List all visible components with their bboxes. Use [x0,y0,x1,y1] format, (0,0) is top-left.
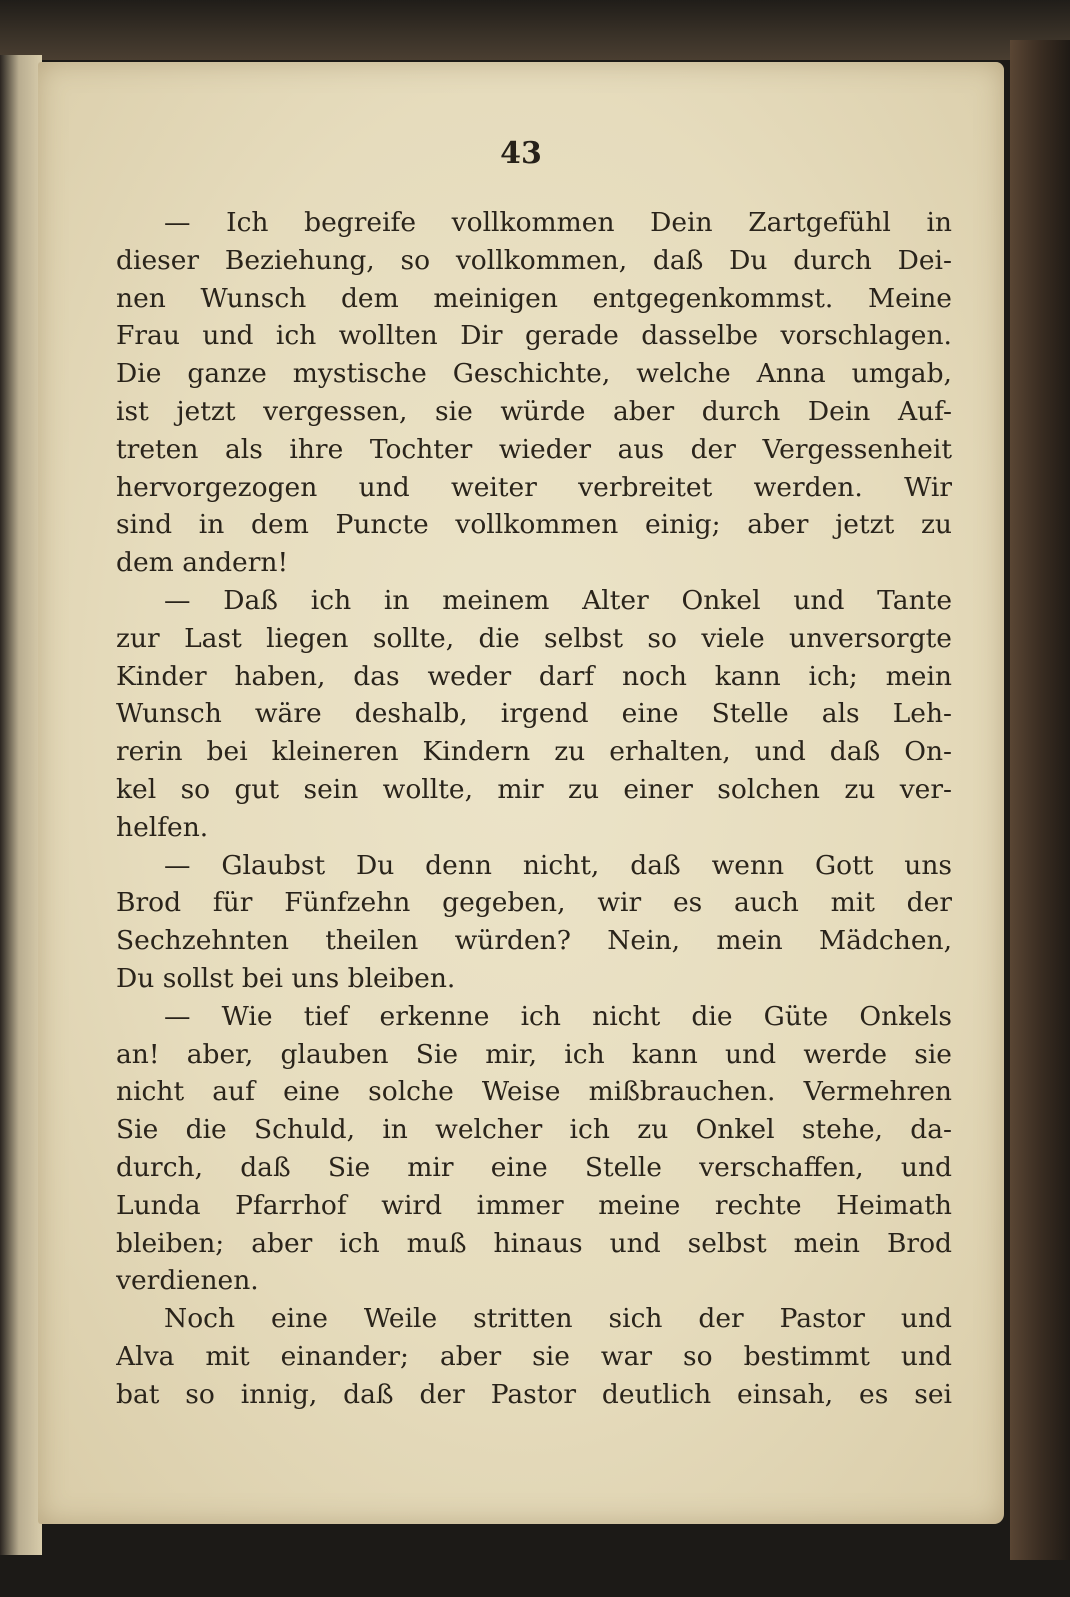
text-line: helfen. [116,811,209,843]
text-line: verdienen. [116,1265,259,1297]
text-line: sind in dem Puncte vollkommen einig; aber jetzt zu [116,509,952,541]
text-line: kel so gut sein wollte, mir zu einer solchen zu ver- [116,773,952,805]
text-line: Die ganze mystische Geschichte, welche Anna umgab, [116,358,952,390]
text-line: nicht auf eine solche Weise mißbrauchen. Vermehren [116,1076,952,1108]
text-line: durch, daß Sie mir eine Stelle verschaffen, und [116,1151,952,1183]
text-line: nen Wunsch dem meinigen entgegenkommst. Meine [116,282,952,314]
text-line: zur Last liegen sollte, die selbst so viele unversorgte [116,622,952,654]
text-line: bat so innig, daß der Pastor deutlich einsah, es sei [116,1378,952,1410]
text-line: Du sollst bei uns bleiben. [116,962,456,994]
text-line: bleiben; aber ich muß hinaus und selbst mein Brod [116,1227,952,1259]
text-line: Brod für Fünfzehn gegeben, wir es auch mit der [116,887,952,919]
text-line: Sie die Schuld, in welcher ich zu Onkel stehe, da- [116,1114,952,1146]
book-spine-left [0,55,42,1555]
book-page [38,62,1004,1524]
text-line: Wunsch wäre deshalb, irgend eine Stelle als Leh- [116,698,952,730]
text-line: — Glaubst Du denn nicht, daß wenn Gott uns [164,849,952,881]
book-cover-top [0,0,1070,60]
text-line: — Daß ich in meinem Alter Onkel und Tante [164,584,952,616]
text-line: ist jetzt vergessen, sie würde aber durch Dein Auf- [116,395,952,427]
text-line: rerin bei kleineren Kindern zu erhalten, und daß On- [116,736,952,768]
text-line: an! aber, glauben Sie mir, ich kann und werde sie [116,1038,952,1070]
text-line: hervorgezogen und weiter verbreitet werden. Wir [116,471,952,503]
text-line: — Wie tief erkenne ich nicht die Güte Onkels [164,1000,952,1032]
text-line: Frau und ich wollten Dir gerade dasselbe vorschlagen. [116,320,952,352]
text-line: — Ich begreife vollkommen Dein Zartgefühl in [164,207,952,238]
text-line: Kinder haben, das weder darf noch kann ich; mein [116,660,952,692]
book-cover-right-edge [1010,40,1070,1560]
text-line: Noch eine Weile stritten sich der Pastor und [164,1303,952,1335]
text-line: Sechzehnten theilen würden? Nein, mein Mädchen, [116,925,952,957]
page-text [116,204,952,1414]
text-line: Alva mit einander; aber sie war so bestimmt und [116,1340,952,1372]
text-line: dieser Beziehung, so vollkommen, daß Du durch Dei- [116,244,952,276]
page-number: 43 [500,136,542,171]
text-line: treten als ihre Tochter wieder aus der Vergessenheit [116,433,952,465]
text-line: Lunda Pfarrhof wird immer meine rechte Heimath [116,1189,952,1221]
text-line: dem andern! [116,547,289,579]
